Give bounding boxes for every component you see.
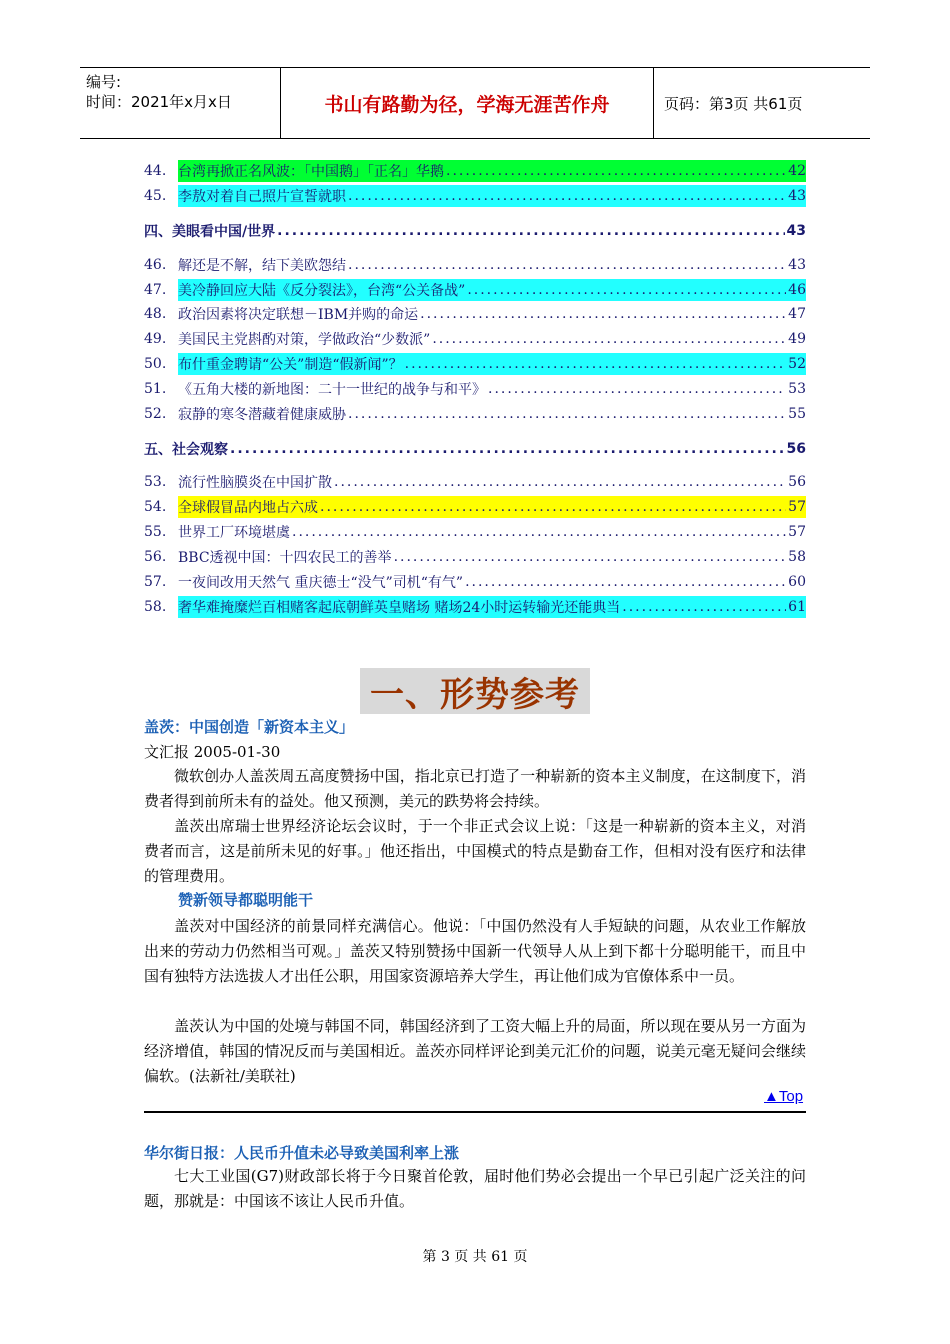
toc-entry-body <box>178 254 806 276</box>
toc-entry-body <box>178 546 806 568</box>
toc-entry-title: 世界工厂环境堪虞 <box>178 525 290 541</box>
header-meta <box>80 68 280 138</box>
toc-entry-number: 44. <box>144 163 167 179</box>
toc-entry-body <box>178 378 806 400</box>
toc-section-entry[interactable] <box>144 220 806 242</box>
toc-leader-dots <box>230 441 785 457</box>
toc-entry-title: 台湾再掀正名风波：「中国鹅」「正名」华鹅 <box>178 164 444 180</box>
toc-entry-title: BBC透视中国：十四农民工的善举 <box>178 550 392 566</box>
toc-entry-number: 56. <box>144 549 167 565</box>
toc-entry[interactable] <box>144 328 806 350</box>
toc-entry-title: 寂静的寒冬潜藏着健康威胁 <box>178 407 346 423</box>
toc-entry-page: 56 <box>788 474 806 490</box>
toc-entry-title: 全球假冒品内地占六成 <box>178 500 318 516</box>
toc-leader-dots <box>488 381 786 397</box>
toc-entry-page: 58 <box>788 549 806 565</box>
toc-entry-page: 55 <box>788 406 806 422</box>
toc-entry-number: 51. <box>144 381 167 397</box>
toc-leader-dots <box>622 599 786 615</box>
toc-entry-title: 李敖对着自己照片宣誓就职 <box>178 189 346 205</box>
toc-section-entry[interactable] <box>144 438 806 460</box>
toc-entry-title: 一夜间改用天然气 重庆德士“没气”司机“有气” <box>178 575 464 591</box>
divider <box>144 1111 806 1113</box>
toc-entry-body <box>178 328 806 350</box>
toc-entry-page: 49 <box>788 331 806 347</box>
toc-leader-dots <box>405 356 787 372</box>
toc-entry-page: 43 <box>788 188 806 204</box>
toc-entry[interactable] <box>144 160 806 182</box>
toc-leader-dots <box>420 306 786 322</box>
article-paragraph: 微软创办人盖茨周五高度赞扬中国，指北京已打造了一种崭新的资本主义制度，在这制度下，消费者得到前所未有的益处。他又预测，美元的跌势将会持续。 <box>144 767 806 810</box>
toc-entry-title: 解还是不解，结下美欧怨结 <box>178 258 346 274</box>
toc-entry-body <box>178 471 806 493</box>
article-paragraph: 七大工业国(G7)财政部长将于今日聚首伦敦，届时他们势必会提出一个早已引起广泛关注的问题，那就是：中国该不该让人民币升值。 <box>144 1167 806 1210</box>
toc-leader-dots <box>292 524 786 540</box>
toc-entry[interactable] <box>144 471 806 493</box>
toc-entry-page: 57 <box>788 524 806 540</box>
toc-entry-body <box>178 496 806 518</box>
toc-entry-body <box>178 185 806 207</box>
section-heading: 一、形势参考 <box>360 668 590 714</box>
toc-entry-title: 美冷静回应大陆《反分裂法》，台湾“公关备战” <box>178 283 466 299</box>
toc-leader-dots <box>334 474 786 490</box>
toc-entry-page: 52 <box>788 356 806 372</box>
toc-entry[interactable] <box>144 596 806 618</box>
toc-leader-dots <box>348 257 786 273</box>
toc-entry[interactable] <box>144 279 806 301</box>
toc-entry[interactable] <box>144 254 806 276</box>
toc-entry-page: 42 <box>788 163 806 179</box>
toc-entry[interactable] <box>144 303 806 325</box>
toc-entry-page: 61 <box>788 599 806 615</box>
toc-entry-number: 49. <box>144 331 167 347</box>
toc-entry[interactable] <box>144 353 806 375</box>
page-header <box>80 67 870 139</box>
toc-entry[interactable] <box>144 378 806 400</box>
toc-entry-title: 美国民主党斟酌对策，学做政治“少数派” <box>178 332 431 348</box>
toc-leader-dots <box>348 188 786 204</box>
toc-entry-page: 47 <box>788 306 806 322</box>
toc-leader-dots <box>394 549 787 565</box>
toc-entry-body <box>178 571 806 593</box>
toc-entry-number: 55. <box>144 524 167 540</box>
toc-entry-title: 五、社会观察 <box>144 442 228 458</box>
toc-entry-number: 46. <box>144 257 167 273</box>
toc-entry-body <box>178 279 806 301</box>
toc-entry-number: 47. <box>144 282 167 298</box>
toc-entry-page: 56 <box>786 441 806 457</box>
toc-entry[interactable] <box>144 546 806 568</box>
toc-entry-title: 政治因素将决定联想－IBM并购的命运 <box>178 307 419 323</box>
toc-entry-number: 54. <box>144 499 167 515</box>
article-paragraph: 盖茨认为中国的处境与韩国不同，韩国经济到了工资大幅上升的局面，所以现在要从另一方面为经济增值，韩国的情况反而与美国相近。盖茨亦同样评论到美元汇价的问题，说美元毫无疑问会继续偏软。(法新社/美联社) <box>144 1017 806 1085</box>
toc-entry-page: 46 <box>788 282 806 298</box>
toc-entry-body <box>178 303 806 325</box>
toc-leader-dots <box>467 282 786 298</box>
article-title[interactable]: 华尔街日报：人民币升值未必导致美国利率上涨 <box>144 1144 460 1162</box>
toc-entry[interactable] <box>144 185 806 207</box>
toc-leader-dots <box>446 163 786 179</box>
toc-entry-body <box>178 596 806 618</box>
toc-entry-title: 奢华难掩糜烂百相赌客起底朝鲜英皇赌场 赌场24小时运转输光还能典当 <box>178 600 621 616</box>
toc-entry-body <box>178 521 806 543</box>
toc-entry-number: 57. <box>144 574 167 590</box>
page-footer: 第 3 页 共 61 页 <box>422 1249 528 1265</box>
toc-entry[interactable] <box>144 521 806 543</box>
toc-entry-title: 《五角大楼的新地图：二十一世纪的战争与和平》 <box>178 382 486 398</box>
toc-entry-title: 流行性脑膜炎在中国扩散 <box>178 475 332 491</box>
toc-leader-dots <box>465 574 786 590</box>
toc-entry-page: 57 <box>788 499 806 515</box>
toc-entry-number: 45. <box>144 188 167 204</box>
toc-entry[interactable] <box>144 403 806 425</box>
toc-entry-number: 58. <box>144 599 167 615</box>
toc-entry-page: 43 <box>786 223 806 239</box>
article-source: 文汇报 2005-01-30 <box>144 743 281 761</box>
toc-entry[interactable] <box>144 496 806 518</box>
header-page-info: 页码：第3页 共61页 <box>664 94 803 113</box>
toc-entry-page: 60 <box>788 574 806 590</box>
toc-leader-dots <box>348 406 786 422</box>
time-label: 时间：2021年x月x日 <box>86 93 232 111</box>
article-paragraph: 盖茨对中国经济的前景同样充满信心。他说：「中国仍然没有人手短缺的问题，从农业工作解放出来的劳动力仍然相当可观。」盖茨又特别赞扬中国新一代领导人从上到下都十分聪明能干，而且中国有独特方法选拔人才出任公职，用国家资源培养大学生，再让他们成为官僚体系中一员。 <box>144 917 806 985</box>
toc-entry-number: 50. <box>144 356 167 372</box>
toc-entry-number: 53. <box>144 474 167 490</box>
toc-entry-title: 四、美眼看中国/世界 <box>144 224 276 240</box>
header-motto: 书山有路勤为径，学海无涯苦作舟 <box>280 68 654 138</box>
toc-leader-dots <box>320 499 786 515</box>
toc-leader-dots <box>432 331 786 347</box>
back-to-top-link[interactable]: ▲Top <box>764 1088 804 1105</box>
toc-entry-number: 52. <box>144 406 167 422</box>
toc-entry-body <box>144 220 806 242</box>
toc-entry-title: 布什重金聘请“公关”制造“假新闻”？ <box>178 357 403 373</box>
article-paragraph: 盖茨出席瑞士世界经济论坛会议时，于一个非正式会议上说：「这是一种崭新的资本主义，对消费者而言，这是前所未见的好事。」他还指出，中国模式的特点是勤奋工作，但相对没有医疗和法律的管理费用。 <box>144 817 806 885</box>
toc-entry-body <box>144 438 806 460</box>
toc-entry-body <box>178 353 806 375</box>
toc-entry-number: 48. <box>144 306 167 322</box>
toc-entry-body <box>178 403 806 425</box>
toc-entry[interactable] <box>144 571 806 593</box>
toc-entry-body <box>178 160 806 182</box>
number-label: 编号: <box>86 73 122 91</box>
toc-entry-page: 53 <box>788 381 806 397</box>
article-title[interactable]: 盖茨：中国创造「新资本主义」 <box>144 718 355 736</box>
toc-entry-page: 43 <box>788 257 806 273</box>
toc-leader-dots <box>277 223 784 239</box>
article-subheading: 赞新领导都聪明能干 <box>178 891 314 909</box>
